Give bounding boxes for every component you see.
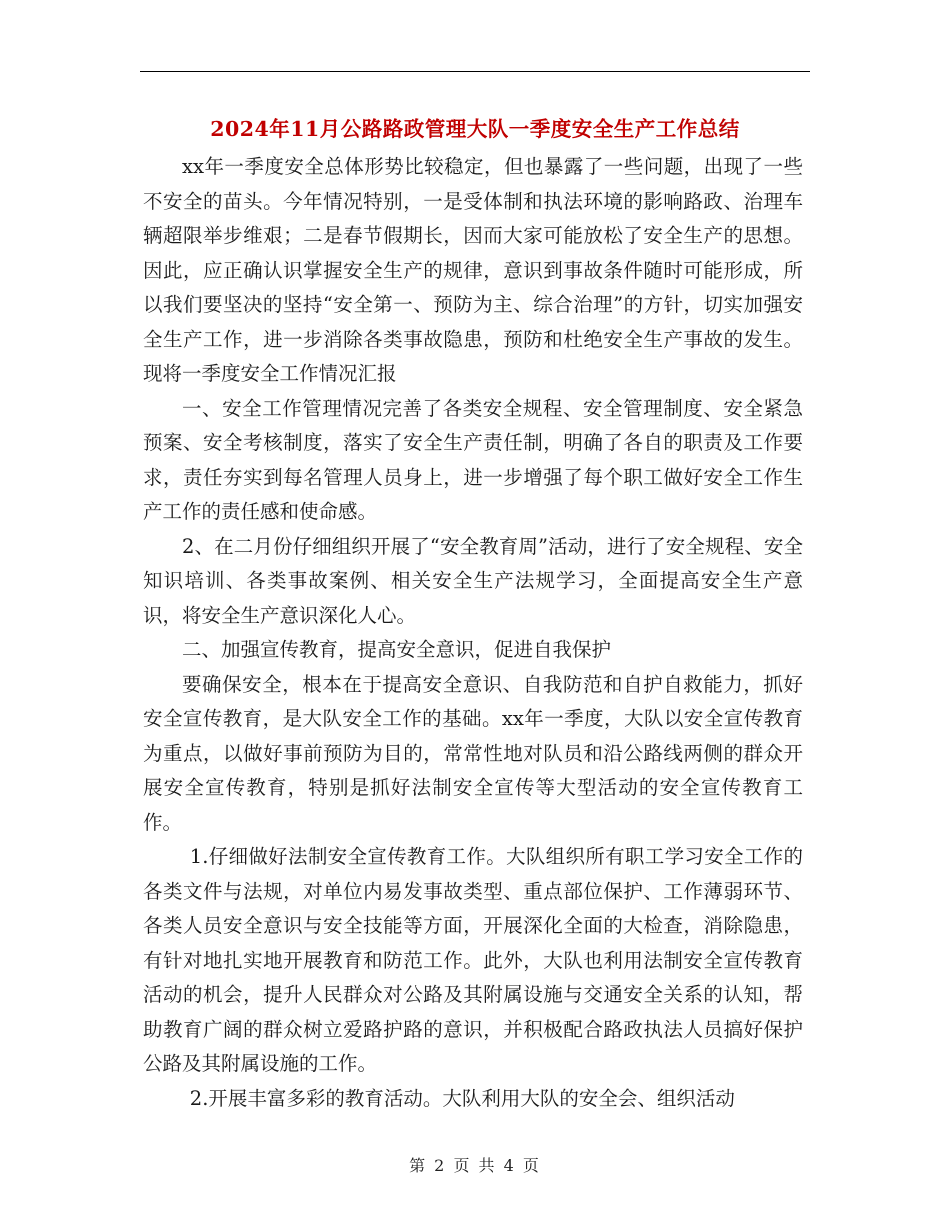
section-heading-2: 二、加强宣传教育，提高安全意识，促进自我保护 bbox=[182, 638, 612, 661]
paragraph-intro: xx年一季度安全总体形势比较稳定，但也暴露了一些问题，出现了一些不安全的苗头。今年情况特别，一是受体制和执法环境的影响路政、治理车辆超限举步维艰；二是春节假期长，因而大家可能放松了安全生产的思想。因此，应正确认识掌握安全生产的规律，意识到事故条件随时可能形成，所以我们要坚决的坚持“安全第一、预防为主、综合治理”的方针，切实加强安全生产工作，进一步消除各类事故隐患，预防和杜绝安全生产事故的发生。现将一季度安全工作情况汇报 bbox=[143, 155, 803, 385]
document-title: 2024年11月公路路政管理大队一季度安全生产工作总结 bbox=[210, 117, 740, 141]
page-number: 第 2 页 共 4 页 bbox=[409, 1156, 541, 1175]
header-rule bbox=[140, 71, 810, 72]
paragraph-point-2: 2.开展丰富多彩的教育活动。大队利用大队的安全会、组织活动 bbox=[189, 1086, 735, 1110]
paragraph-point-1: 1.仔细做好法制安全宣传教育工作。大队组织所有职工学习安全工作的各类文件与法规，对单位内易发事故类型、重点部位保护、工作薄弱环节、各类人员安全意识与安全技能等方面，开展深化全面的大检查，消除隐患，有针对地扎实地开展教育和防范工作。此外，大队也利用法制安全宣传教育活动的机会，提升人民群众对公路及其附属设施与交通安全关系的认知，帮助教育广阔的群众树立爱路护路的意识，并积极配合路政执法人员搞好保护公路及其附属设施的工作。 bbox=[143, 845, 803, 1075]
document-body bbox=[143, 150, 803, 1116]
paragraph-section-1: 一、安全工作管理情况完善了各类安全规程、安全管理制度、安全紧急预案、安全考核制度，落实了安全生产责任制，明确了各自的职责及工作要求，责任夯实到每名管理人员身上，进一步增强了每个职工做好安全工作生产工作的责任感和使命感。 bbox=[143, 396, 803, 523]
paragraph-section-2: 要确保安全，根本在于提高安全意识、自我防范和自护自救能力，抓好安全宣传教育，是大队安全工作的基础。xx年一季度，大队以安全宣传教育为重点，以做好事前预防为目的，常常性地对队员和沿公路线两侧的群众开展安全宣传教育，特别是抓好法制安全宣传等大型活动的安全宣传教育工作。 bbox=[143, 672, 803, 834]
paragraph-item-2: 2、在二月份仔细组织开展了“安全教育周”活动，进行了安全规程、安全知识培训、各类事故案例、相关安全生产法规学习，全面提高安全生产意识，将安全生产意识深化人心。 bbox=[143, 534, 803, 627]
